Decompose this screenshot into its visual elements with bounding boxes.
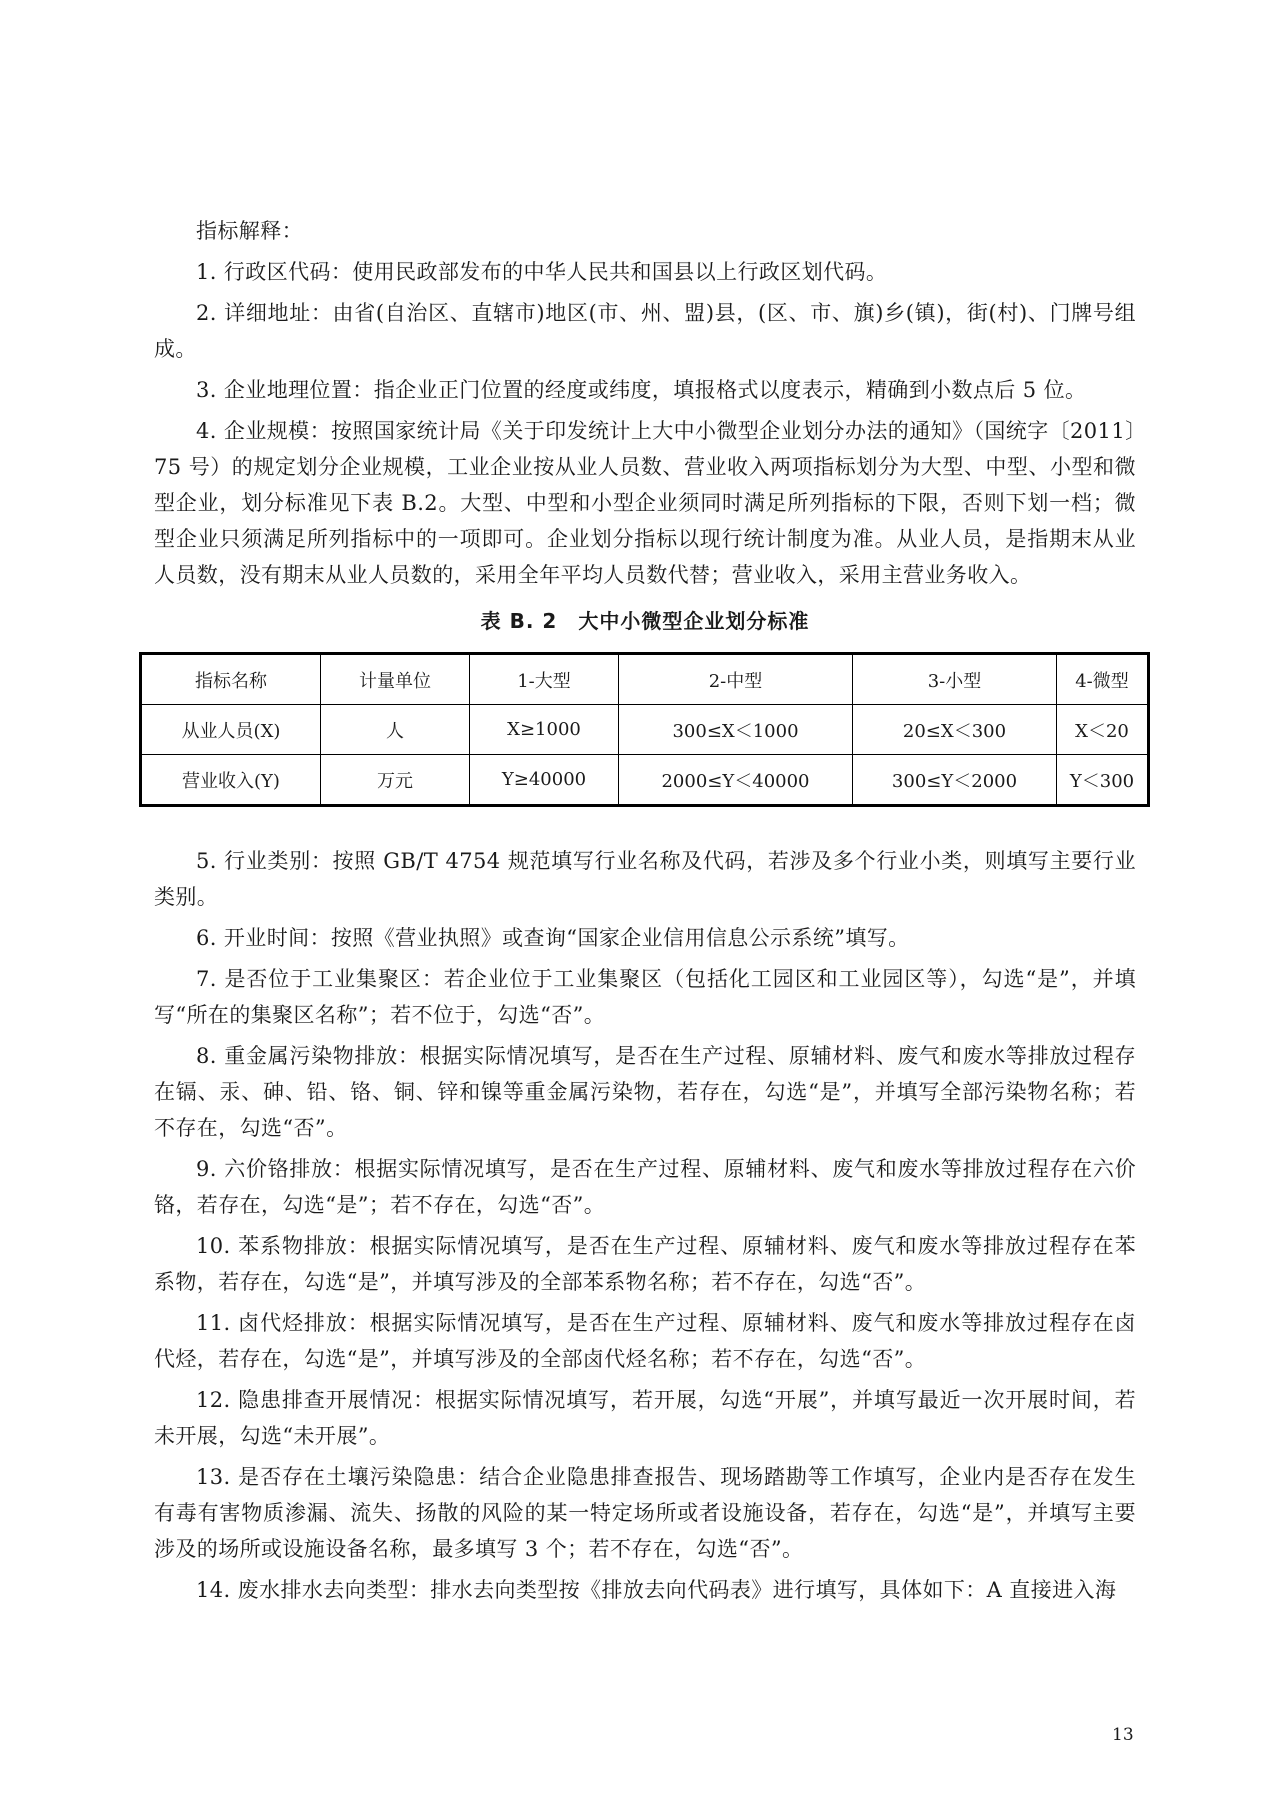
table-header-cell: 指标名称 (141, 654, 321, 705)
page-body (154, 213, 1136, 1613)
table-cell: X≥1000 (470, 705, 619, 755)
enterprise-size-table (139, 652, 1150, 807)
table-cell: Y≥40000 (470, 755, 619, 806)
paragraph-11: 11. 卤代烃排放：根据实际情况填写，是否在生产过程、原辅材料、废气和废水等排放过程存在卤代烃，若存在，勾选“是”，并填写涉及的全部卤代烃名称；若不存在，勾选“否”。 (154, 1311, 1136, 1371)
table-cell: 万元 (321, 755, 470, 806)
table-cell: 20≤X＜300 (853, 705, 1057, 755)
table-header-cell: 1-大型 (470, 654, 619, 705)
table-cell: 人 (321, 705, 470, 755)
paragraph-3: 3. 企业地理位置：指企业正门位置的经度或纬度，填报格式以度表示，精确到小数点后 5 位。 (196, 378, 1087, 402)
paragraph-1: 1. 行政区代码：使用民政部发布的中华人民共和国县以上行政区划代码。 (196, 260, 888, 284)
paragraph-4: 4. 企业规模：按照国家统计局《关于印发统计上大中小微型企业划分办法的通知》（国统字〔2011〕75 号）的规定划分企业规模，工业企业按从业人员数、营业收入两项指标划分为大型、中型、小型和微型企业，划分标准见下表 B.2。大型、中型和小型企业须同时满足所列指标的下限，否则下划一档；微型企业只须满足所列指标中的一项即可。企业划分指标以现行统计制度为准。从业人员，是指期末从业人员数，没有期末从业人员数的，采用全年平均人员数代替；营业收入，采用主营业务收入。 (154, 419, 1136, 587)
paragraph-7: 7. 是否位于工业集聚区：若企业位于工业集聚区（包括化工园区和工业园区等），勾选“是”，并填写“所在的集聚区名称”；若不位于，勾选“否”。 (154, 967, 1136, 1027)
intro-heading: 指标解释： (196, 219, 303, 243)
paragraph-12: 12. 隐患排查开展情况：根据实际情况填写，若开展，勾选“开展”，并填写最近一次开展时间，若未开展，勾选“未开展”。 (154, 1388, 1136, 1448)
paragraph-9: 9. 六价铬排放：根据实际情况填写，是否在生产过程、原辅材料、废气和废水等排放过程存在六价铬，若存在，勾选“是”；若不存在，勾选“否”。 (154, 1157, 1136, 1217)
table-cell: 300≤X＜1000 (619, 705, 853, 755)
table-header-cell: 3-小型 (853, 654, 1057, 705)
table-cell: 从业人员(X) (141, 705, 321, 755)
paragraph-13: 13. 是否存在土壤污染隐患：结合企业隐患排查报告、现场踏勘等工作填写，企业内是否存在发生有毒有害物质渗漏、流失、扬散的风险的某一特定场所或者设施设备，若存在，勾选“是”，并填写主要涉及的场所或设施设备名称，最多填写 3 个；若不存在，勾选“否”。 (154, 1465, 1136, 1561)
paragraph-8: 8. 重金属污染物排放：根据实际情况填写，是否在生产过程、原辅材料、废气和废水等排放过程存在镉、汞、砷、铅、铬、铜、锌和镍等重金属污染物，若存在，勾选“是”，并填写全部污染物名称；若不存在，勾选“否”。 (154, 1044, 1136, 1140)
paragraph-10: 10. 苯系物排放：根据实际情况填写，是否在生产过程、原辅材料、废气和废水等排放过程存在苯系物，若存在，勾选“是”，并填写涉及的全部苯系物名称；若不存在，勾选“否”。 (154, 1234, 1136, 1294)
paragraph-6: 6. 开业时间：按照《营业执照》或查询“国家企业信用信息公示系统”填写。 (196, 926, 910, 950)
table-header-cell: 计量单位 (321, 654, 470, 705)
table-cell: Y＜300 (1057, 755, 1149, 806)
table-caption: 表 B. 2 大中小微型企业划分标准 (480, 609, 810, 633)
paragraph-14: 14. 废水排水去向类型：排水去向类型按《排放去向代码表》进行填写，具体如下：A 直接进入海 (196, 1578, 1117, 1602)
page-number: 13 (1112, 1725, 1134, 1745)
table-header-row (141, 654, 1149, 705)
paragraph-5: 5. 行业类别：按照 GB/T 4754 规范填写行业名称及代码，若涉及多个行业小类，则填写主要行业类别。 (154, 849, 1136, 909)
table-header-cell: 4-微型 (1057, 654, 1149, 705)
table-cell: 2000≤Y＜40000 (619, 755, 853, 806)
table-header-cell: 2-中型 (619, 654, 853, 705)
table-cell: 300≤Y＜2000 (853, 755, 1057, 806)
table-cell: 营业收入(Y) (141, 755, 321, 806)
paragraph-2: 2. 详细地址：由省(自治区、直辖市)地区(市、州、盟)县，(区、市、旗)乡(镇)，街(村)、门牌号组成。 (154, 301, 1136, 361)
table-row (141, 705, 1149, 755)
table-cell: X＜20 (1057, 705, 1149, 755)
table-row (141, 755, 1149, 806)
